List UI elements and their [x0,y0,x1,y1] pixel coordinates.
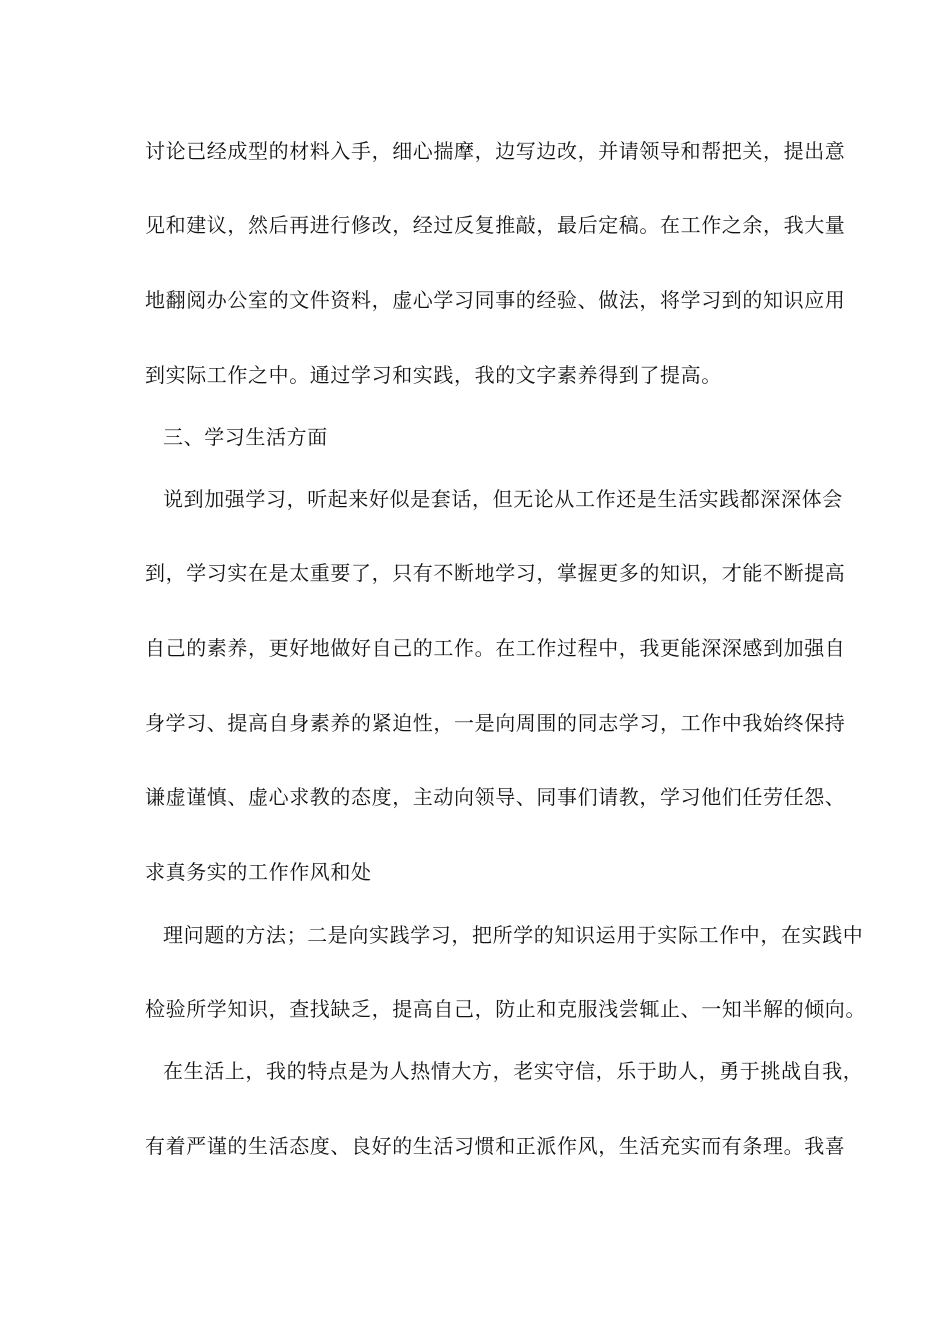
paragraph-line-2: 见和建议，然后再进行修改，经过反复推敲，最后定稿。在工作之余，我大量 [145,213,846,237]
paragraph-line-13: 在生活上，我的特点是为人热情大方，老实守信，乐于助人，勇于挑战自我， [163,1059,864,1083]
paragraph-line-1: 讨论已经成型的材料入手，细心揣摩，边写边改，并请领导和帮把关，提出意 [145,139,846,163]
paragraph-line-11: 理问题的方法；二是向实践学习，把所学的知识运用于实际工作中，在实践中 [163,923,864,947]
paragraph-line-8: 身学习、提高自身素养的紧迫性，一是向周围的同志学习，工作中我始终保持 [145,711,846,735]
paragraph-line-3: 地翻阅办公室的文件资料，虚心学习同事的经验、做法，将学习到的知识应用 [145,288,846,312]
paragraph-line-7: 自己的素养，更好地做好自己的工作。在工作过程中，我更能深深感到加强自 [145,636,846,660]
section-heading: 三、学习生活方面 [163,425,328,449]
paragraph-line-14: 有着严谨的生活态度、良好的生活习惯和正派作风，生活充实而有条理。我喜 [145,1134,846,1158]
paragraph-line-12: 检验所学知识，查找缺乏，提高自己，防止和克服浅尝辄止、一知半解的倾向。 [145,997,866,1021]
paragraph-line-4: 到实际工作之中。通过学习和实践，我的文字素养得到了提高。 [145,363,722,387]
paragraph-line-9: 谦虚谨慎、虚心求教的态度，主动向领导、同事们请教，学习他们任劳任怨、 [145,785,846,809]
paragraph-line-10: 求真务实的工作作风和处 [145,860,372,884]
paragraph-line-6: 到，学习实在是太重要了，只有不断地学习，掌握更多的知识，才能不断提高 [145,561,846,585]
paragraph-line-5: 说到加强学习，听起来好似是套话，但无论从工作还是生活实践都深深体会 [163,487,843,511]
